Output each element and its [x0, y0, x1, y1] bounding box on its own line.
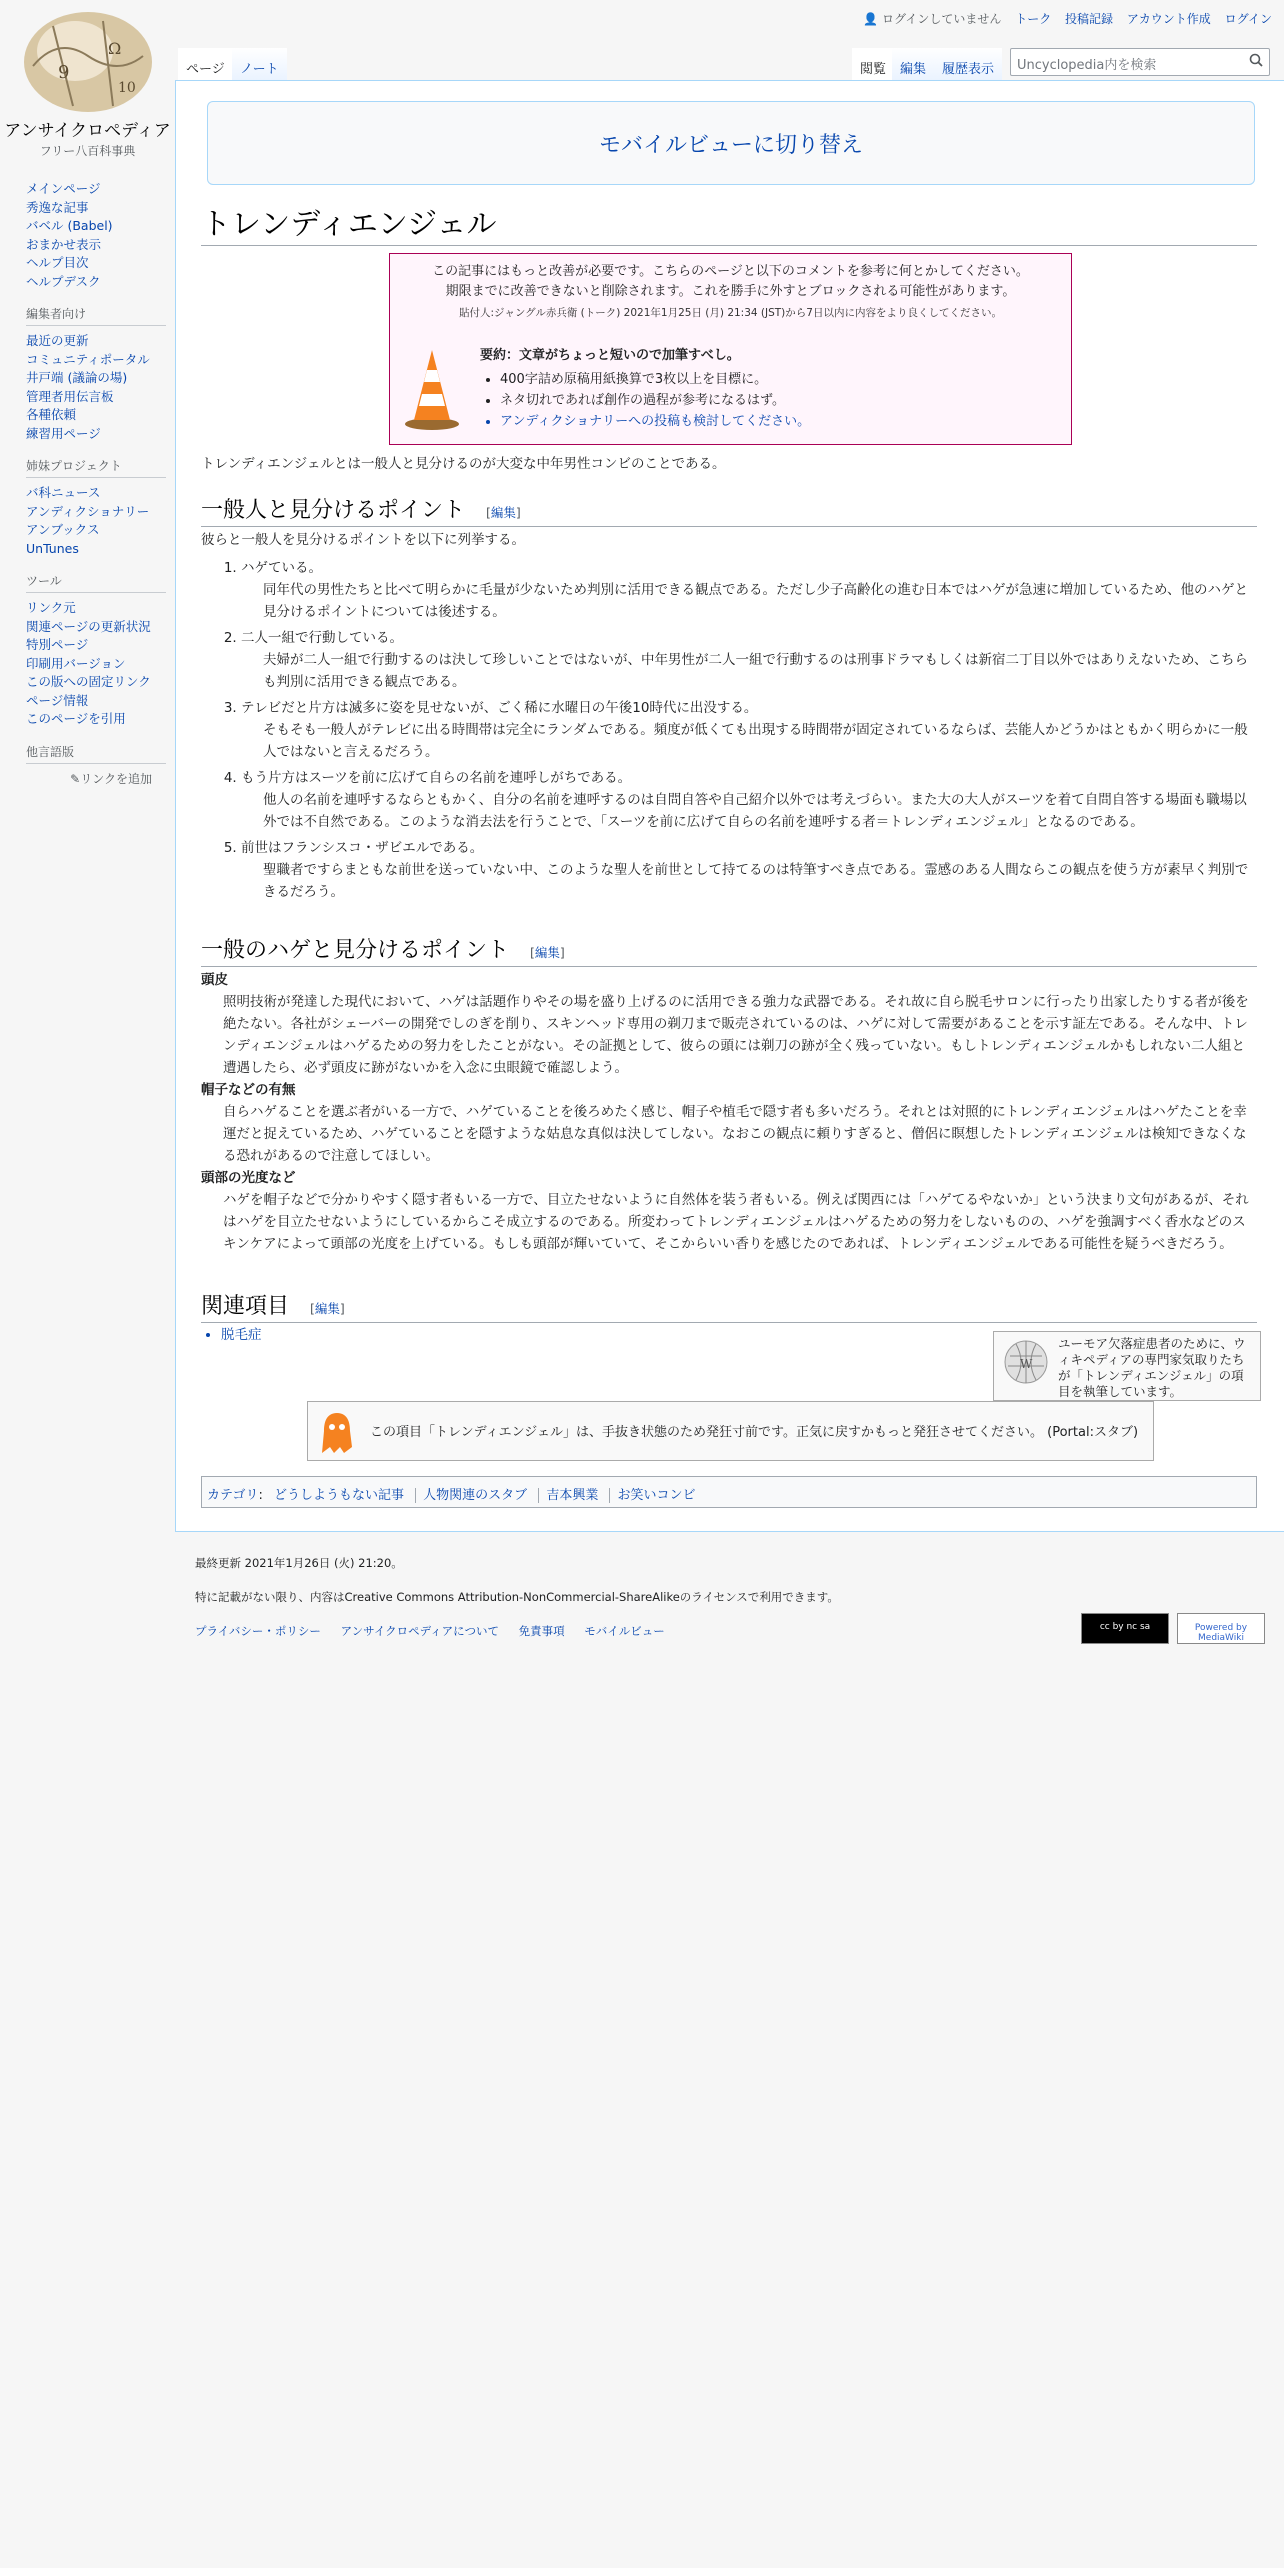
sidebar-item-helpdesk[interactable]: ヘルプデスク — [26, 273, 101, 289]
definition-desc: 照明技術が発達した現代において、ハゲは話題作りやその場を盛り上げるのに活用できる強力な武器である。それ故に自ら脱毛サロンに行ったり出家したりする者が後を絶たない。各社がシェーバーの開発でしのぎを削り、スキンヘッド専用の剃刀まで販売されているのは、ハゲに対して需要があることを示す証左である。そんな中、トレンディエンジェルはハゲるための努力をしたことがない。その証拠として、彼らの頭には剃刀の跡が全く残っていない。もしトレンディエンジェルかもしれない二人組と遭遇したら、必ず頭皮に跡がないかを入念に虫眼鏡で確認しよう。 — [223, 994, 1249, 1076]
notice-line-1: この記事にはもっと改善が必要です。こちらのページと以下のコメントを参考に何とかしてください。 — [432, 264, 1029, 279]
notice-item[interactable]: • アンディクショナリーへの投稿も検討してください。 — [500, 411, 1040, 432]
sidebar-editors — [26, 305, 175, 443]
notice-item: • 400字詰め原稿用紙換算で3枚以上を目標に。 — [500, 369, 1040, 390]
sidebar-item-banews[interactable]: バ科ニュース — [26, 485, 101, 500]
stub-notice — [307, 1401, 1154, 1461]
sidebar-item-related-changes[interactable]: 関連ページの更新状況 — [26, 618, 151, 634]
section-heading: 関連項目 [編集] — [201, 1289, 1257, 1323]
sidebar-item-help[interactable]: ヘルプ目次 — [26, 255, 89, 270]
sidebar-item-recent-changes[interactable]: 最近の更新 — [26, 333, 89, 348]
mediawiki-badge[interactable]: Powered by MediaWiki — [1177, 1613, 1265, 1644]
category-link[interactable]: 人物関連のスタブ — [415, 1488, 534, 1503]
section-heading: 一般のハゲと見分けるポイント [編集] — [201, 933, 1257, 967]
intro-paragraph: トレンディエンジェルとは一般人と見分けるのが大変な中年男性コンビのことである。 — [201, 456, 726, 472]
sidebar — [0, 180, 175, 801]
notice-summary-title: 要約：文章がちょっと短いので加筆すべし。 — [480, 348, 740, 363]
notice-tagger: 貼付人:ジャングル赤兵衛 (トーク) 2021年1月25日 (月) 21:34 (JST)から7日以内に内容をより良くしてください。 — [459, 307, 1002, 319]
category-bar: カテゴリ: どうしようもない記事 人物関連のスタブ 吉本興業 お笑いコンビ — [201, 1476, 1257, 1508]
notice-item: • ネタ切れであれば創作の過程が参考になるはず。 — [500, 390, 1040, 411]
sidebar-item-featured[interactable]: 秀逸な記事 — [26, 199, 89, 215]
create-account-link[interactable]: アカウント作成 — [1126, 12, 1211, 26]
sidebar-languages — [26, 743, 175, 787]
sidebar-item-sandbox[interactable]: 練習用ページ — [26, 425, 101, 441]
sidebar-item-cite[interactable]: このページを引用 — [26, 711, 126, 726]
svg-text:9: 9 — [57, 62, 69, 83]
related-list — [201, 1323, 262, 1343]
sidebar-item-page-info[interactable]: ページ情報 — [26, 692, 89, 708]
potato-globe-logo-icon — [13, 6, 163, 116]
categories-link[interactable]: カテゴリ — [207, 1488, 259, 1503]
stub-text: この項目「トレンディエンジェル」は、手抜き状態のため発狂寸前です。正気に戻すかもっと発狂させてください。 (Portal:スタブ) — [370, 1425, 1139, 1440]
sidebar-item-random[interactable]: おまかせ表示 — [26, 236, 102, 252]
traffic-cone-icon — [402, 346, 462, 435]
category-link[interactable]: どうしようもない記事 — [274, 1488, 405, 1503]
list-item: 4. もう片方はスーツを前に広げて自らの名前を連呼しがちである。 他人の名前を連呼するならともかく、自分の名前を連呼するのは自問自答や自己紹介以外では考えづらい。また大の大人がスーツを着て自問自答する場面も職場以外では不自然である。このような消去法を行うことで、「スーツを前に広げて自らの名前を連呼する者＝トレンディエンジェル」となるのである。 — [241, 767, 1257, 833]
svg-text:W: W — [1020, 1357, 1033, 1371]
pencil-icon: ✎ — [70, 771, 81, 786]
sidebar-heading-sister: 姉妹プロジェクト — [26, 457, 166, 478]
search-placeholder: Uncyclopedia内を検索 — [1017, 58, 1157, 73]
sidebar-heading-tools: ツール — [26, 572, 166, 593]
content-area — [175, 80, 1284, 1532]
sidebar-item-what-links-here[interactable]: リンク元 — [26, 600, 76, 615]
last-modified: 最終更新 2021年1月26日 (火) 21:20。 — [195, 1556, 403, 1570]
sidebar-item-village-pump[interactable]: 井戸端 (議論の場) — [26, 370, 128, 385]
definition-term: 頭部の光度など — [201, 1170, 296, 1186]
wikipedia-box — [993, 1331, 1261, 1401]
sidebar-item-requests[interactable]: 各種依頼 — [26, 407, 77, 422]
add-links-button[interactable]: ✎リンクを追加 — [70, 771, 152, 786]
personal-tools — [853, 10, 1272, 27]
category-link[interactable]: 吉本興業 — [538, 1488, 605, 1503]
sidebar-item-printable[interactable]: 印刷用バージョン — [26, 655, 126, 671]
disclaimer-link[interactable]: 免責事項 — [518, 1624, 565, 1638]
definition-desc: ハゲを帽子などで分かりやすく隠す者もいる一方で、目立たせないように自然体を装う者もいる。例えば関西には「ハゲてるやないか」という決まり文句があるが、それはハゲを目立たせないようにしているからこそ成立するのである。所変わってトレンディエンジェルはハゲるための努力をしないものの、ハゲを強調すべく香水などのスキンケアによって頭部の光度を上げている。もしも頭部が輝いていて、そこからいい香りを感じたのであれば、トレンディエンジェルである可能性を疑うべきだろう。 — [223, 1192, 1249, 1252]
category-link[interactable]: お笑いコンビ — [609, 1488, 702, 1503]
sidebar-item-admin-board[interactable]: 管理者用伝言板 — [26, 388, 114, 404]
anon-status: 👤 ログインしていません — [863, 12, 1002, 26]
definition-desc: 自らハゲることを選ぶ者がいる一方で、ハゲていることを後ろめたく感じ、帽子や植毛で隠す者も多いだろう。それとは対照的にトレンディエンジェルはハゲたことを幸運だと捉えているため、ハゲていることを隠すような姑息な真似は決してしない。なおこの観点に頼りすぎると、僧侶に瞑想したトレンディエンジェルは検知できなくなる恐れがあるので注意してほしい。 — [223, 1104, 1247, 1164]
definition-list — [201, 969, 1257, 1255]
list-item: 2. 二人一組で行動している。 夫婦が二人一組で行動するのは決して珍しいことではないが、中年男性が二人一組で行動するのは刑事ドラマもしくは新宿二丁目以外ではありえないため、こちらも判別に活用できる観点である。 — [241, 627, 1257, 693]
sidebar-item-untunes[interactable]: UnTunes — [26, 540, 79, 556]
tab-edit[interactable]: 編集 — [892, 48, 934, 80]
sidebar-nav — [26, 180, 175, 291]
ghost-icon — [320, 1411, 354, 1459]
sidebar-item-special-pages[interactable]: 特別ページ — [26, 637, 89, 652]
sidebar-heading-editors: 編集者向け — [26, 305, 166, 326]
svg-text:Ω: Ω — [107, 39, 121, 58]
login-link[interactable]: ログイン — [1224, 12, 1272, 26]
page-title: トレンディエンジェル — [201, 199, 1257, 246]
wikipedia-globe-icon — [1002, 1338, 1050, 1390]
footer — [195, 1555, 1265, 1643]
mobile-view-button[interactable]: モバイルビューに切り替え — [207, 101, 1255, 185]
edit-section-link[interactable]: 編集 — [314, 1301, 340, 1316]
notice-summary — [480, 344, 1040, 432]
privacy-link[interactable]: プライバシー・ポリシー — [195, 1624, 321, 1638]
site-logo[interactable] — [0, 0, 175, 160]
related-link[interactable]: • 脱毛症 — [221, 1323, 262, 1343]
sidebar-item-main-page[interactable]: メインページ — [26, 181, 101, 196]
search-icon[interactable] — [1249, 53, 1263, 71]
site-tagline: フリー八百科事典 — [39, 144, 136, 158]
contributions-link[interactable]: 投稿記録 — [1065, 12, 1114, 26]
notice-line-2: 期限までに改善できないと削除されます。これを勝手に外すとブロックされる可能性があります。 — [445, 284, 1016, 299]
list-item: 3. テレビだと片方は滅多に姿を見せないが、ごく稀に水曜日の午後10時代に出没する。 そもそも一般人がテレビに出る時間帯は完全にランダムである。頻度が低くても出現する時間帯が固定されているならば、芸能人かどうかはともかく明らかに一般人ではないと言えるだろう。 — [241, 697, 1257, 763]
svg-text:10: 10 — [117, 80, 136, 96]
list-item: 1. ハゲている。 同年代の男性たちと比べて明らかに毛量が少ないため判別に活用できる観点である。ただし少子高齢化の進む日本ではハゲが急速に増加しているため、他のハゲと見分けるポイントについては後述する。 — [241, 557, 1257, 623]
talk-link[interactable]: トーク — [1015, 12, 1052, 26]
about-link[interactable]: アンサイクロペディアについて — [340, 1624, 499, 1638]
sidebar-sister — [26, 457, 175, 558]
sidebar-item-babel[interactable]: バベル (Babel) — [26, 218, 113, 233]
user-icon: 👤 — [863, 12, 879, 26]
improvement-notice — [389, 253, 1072, 445]
site-name: アンサイクロペディア — [4, 121, 171, 141]
cc-license-badge[interactable]: cc by nc sa — [1081, 1613, 1169, 1644]
tab-page[interactable]: ページ — [178, 48, 233, 80]
edit-section-link[interactable]: 編集 — [490, 505, 516, 520]
definition-term: 頭皮 — [201, 972, 228, 988]
search-input[interactable] — [1010, 48, 1270, 76]
definition-term: 帽子などの有無 — [201, 1082, 296, 1098]
license-text: 特に記載がない限り、内容はCreative Commons Attribution-NonCommercial-ShareAlikeのライセンスで利用できます。 — [195, 1590, 839, 1604]
wikipedia-box-text: ユーモア欠落症患者のために、ウィキペディアの専門家気取りたちが「トレンディエンジェル」の項目を執筆しています。 — [1058, 1336, 1246, 1399]
sidebar-item-permalink[interactable]: この版への固定リンク — [26, 674, 151, 689]
points-list — [201, 557, 1257, 907]
sidebar-item-undictionary[interactable]: アンディクショナリー — [26, 503, 150, 519]
sidebar-item-community[interactable]: コミュニティポータル — [26, 351, 150, 367]
tab-history[interactable]: 履歴表示 — [934, 48, 1002, 80]
sidebar-item-unbooks[interactable]: アンブックス — [26, 522, 100, 537]
tab-note[interactable]: ノート — [232, 48, 287, 80]
mobile-view-link[interactable]: モバイルビュー — [584, 1624, 665, 1638]
tab-read[interactable]: 閲覧 — [852, 48, 894, 80]
list-item: 5. 前世はフランシスコ・ザビエルである。 聖職者ですらまともな前世を送っていない中、このような聖人を前世として持てるのは特筆すべき点である。霊感のある人間ならこの観点を使う方が素早く判別できるだろう。 — [241, 837, 1257, 903]
section-lead: 彼らと一般人を見分けるポイントを以下に列挙する。 — [201, 532, 525, 548]
sidebar-tools — [26, 572, 175, 729]
edit-section-link[interactable]: 編集 — [534, 945, 560, 960]
section-heading: 一般人と見分けるポイント [編集] — [201, 493, 1257, 527]
sidebar-heading-languages: 他言語版 — [26, 743, 166, 764]
